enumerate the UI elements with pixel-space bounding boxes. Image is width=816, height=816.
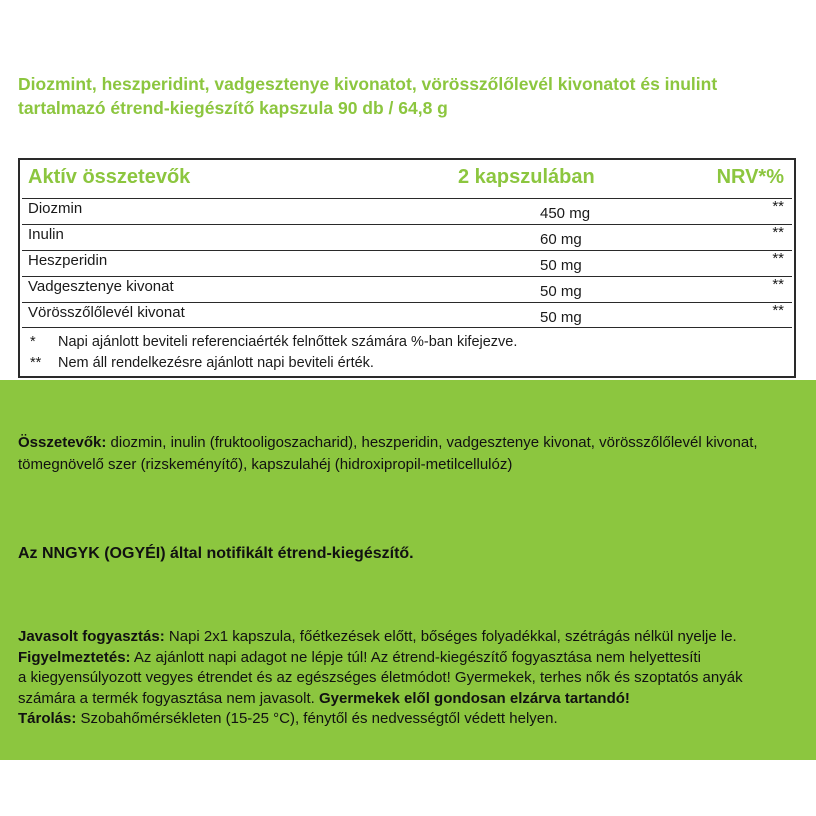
- ingredient-nrv: **: [772, 224, 784, 241]
- ingredient-name: Heszperidin: [28, 252, 108, 269]
- table-footnotes: [30, 332, 517, 374]
- product-title: [18, 72, 798, 120]
- ingredient-quantity: 50 mg: [540, 257, 582, 274]
- storage-text: Szobahőmérsékleten (15-25 °C), fénytől és nedvességtől védett helyen.: [76, 710, 558, 727]
- warning-text-3: számára a termék fogyasztása nem javasolt.: [18, 689, 319, 707]
- ingredient-quantity: 60 mg: [540, 231, 582, 248]
- warning-bold: Gyermekek elől gondosan elzárva tartandó!: [318, 689, 630, 707]
- footnote-mark: **: [30, 355, 42, 371]
- table-header: [20, 160, 794, 198]
- table-row: [22, 224, 792, 250]
- ingredients-text-1: diozmin, inulin (fruktooligoszacharid), heszperidin, vadgesztenye kivonat, vörösszőlőlevél kivonat,: [106, 434, 758, 451]
- table-rows: [22, 198, 792, 328]
- ingredient-nrv: **: [772, 198, 784, 215]
- nutrition-table: [18, 158, 796, 378]
- footnote-mark: *: [30, 334, 36, 350]
- ingredient-nrv: **: [772, 250, 784, 267]
- header-active-ingredients: Aktív összetevők: [28, 166, 191, 188]
- ingredient-nrv: **: [772, 276, 784, 293]
- ingredient-name: Vörösszőlőlevél kivonat: [28, 304, 185, 321]
- dosage-label: Javasolt fogyasztás:: [18, 628, 165, 645]
- storage-label: Tárolás:: [18, 710, 77, 727]
- table-row: [22, 302, 792, 328]
- warning-line-1: [18, 648, 808, 669]
- table-row: [22, 198, 792, 224]
- footnote: [30, 353, 517, 374]
- ingredients-label: Összetevők:: [18, 434, 107, 451]
- footnote-text: Nem áll rendelkezésre ajánlott napi beviteli érték.: [58, 355, 374, 371]
- ingredient-quantity: 450 mg: [540, 205, 591, 222]
- header-nrv: NRV*%: [716, 166, 784, 188]
- warning-text-1: Az ajánlott napi adagot ne lépje túl! Az étrend-kiegészítő fogyasztása nem helyettesíti: [130, 648, 701, 666]
- footnote: [30, 332, 517, 353]
- dosage-line: [18, 627, 808, 648]
- ingredient-name: Vadgesztenye kivonat: [28, 278, 174, 295]
- product-title-line-1: Diozmint, heszperidint, vadgesztenye kivonatot, vörösszőlőlevél kivonatot és inulint: [18, 74, 718, 94]
- ingredient-name: Diozmin: [28, 200, 83, 217]
- product-title-line-2: tartalmazó étrend-kiegészítő kapszula 90 db / 64,8 g: [18, 98, 448, 118]
- notification-statement: Az NNGYK (OGYÉI) által notifikált étrend-kiegészítő.: [18, 545, 414, 562]
- warning-line-3: [18, 689, 808, 710]
- ingredient-quantity: 50 mg: [540, 309, 582, 326]
- bottom-white-band: [0, 760, 816, 816]
- table-row: [22, 276, 792, 302]
- warning-text-2: a kiegyensúlyozott vegyes étrendet és az egészséges életmódot! Gyermekek, terhes nők és szoptatós anyák: [18, 669, 743, 686]
- ingredient-name: Inulin: [28, 226, 64, 243]
- ingredients-text-2: tömegnövelő szer (rizskeményítő), kapszulahéj (hidroxipropil-metilcellulóz): [18, 456, 513, 473]
- storage-line: [18, 709, 808, 730]
- dosage-text: Napi 2x1 kapszula, főétkezések előtt, bőséges folyadékkal, szétrágás nélkül nyelje le.: [164, 628, 737, 645]
- ingredients-section: [18, 432, 808, 476]
- ingredient-quantity: 50 mg: [540, 283, 582, 300]
- table-row: [22, 250, 792, 276]
- usage-section: [18, 627, 808, 730]
- ingredients-line-1: [18, 432, 808, 454]
- footnote-text: Napi ajánlott beviteli referenciaérték felnőttek számára %-ban kifejezve.: [58, 334, 518, 350]
- warning-label: Figyelmeztetés:: [18, 648, 131, 666]
- ingredient-nrv: **: [772, 302, 784, 319]
- header-per-two-capsules: 2 kapszulában: [458, 166, 595, 188]
